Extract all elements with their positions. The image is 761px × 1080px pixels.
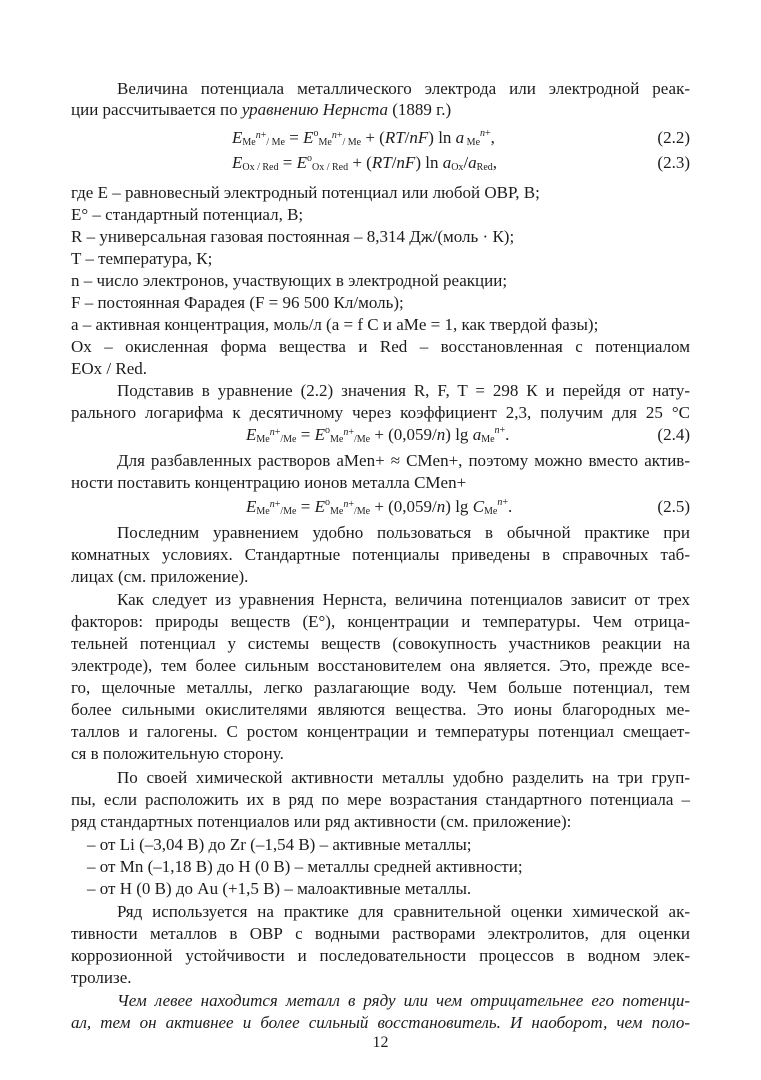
para-groups-line-3: ряд стандартных потенциалов или ряд активности (см. приложение): [71,812,572,831]
equation-2-4-number: (2.4) [657,425,690,444]
equation-2-3-number: (2.3) [657,153,690,172]
definition-ox-red: Ox – окисленная форма вещества и Red – восстановленная с потенциалом [71,337,690,356]
equation-2-5: $E_{Me^{n+}/Me} = E^o_{Me^{n+}/Me} + (0,059/n)$ $\lg C_{Me}^{n+}$. [246,497,513,517]
para-usage-line-3: коррозионной устойчивости и последовательности процессов в водном элек- [71,946,690,965]
definition-e: где E – равновесный электродный потенциал или любой ОВР, В; [71,183,540,202]
definition-r: R – универсальная газовая постоянная – 8,314 Дж/(моль · К); [71,227,515,246]
para-factors-line-8: ся в положительную сторону. [71,744,284,763]
para-last-eq-line-2: комнатных условиях. Стандартные потенциалы приведены в справочных таб- [71,545,690,564]
para-groups-line-1: По своей химической активности металлы удобно разделить на три груп- [117,768,690,787]
definition-f: F – постоянная Фарадея (F = 96 500 Кл/моль); [71,293,404,312]
equation-2-5-number: (2.5) [657,497,690,516]
definition-ox-red-end: EOx / Red. [71,359,148,378]
para-factors-line-4: электроде), тем более сильным восстановителем она является. Это, прежде все- [71,656,690,675]
definition-a: a – активная концентрация, моль/л (a = f C и aMe = 1, как твердой фазы); [71,315,599,334]
italic-line-1: Чем левее находится металл в ряду или чем отрицательнее его потенци- [117,991,690,1010]
italic-line-2: ал, тем он активнее и более сильный восстановитель. И наоборот, чем поло- [71,1013,690,1032]
list-item-medium-metals: – от Mn (–1,18 В) до H (0 В) – металлы средней активности; [87,857,523,876]
equation-2-2: $E_{Me^{n+}/ Me} = E^o_{Me^{n+}/ Me} + (RT/nF)$ ln a $_{Me}^{n+}$, [232,128,495,148]
list-item-low-active-metals: – от H (0 В) до Au (+1,5 В) – малоактивные металлы. [87,879,472,898]
dilute-line-2: ности поставить концентрацию ионов металла CMen+ [71,473,467,492]
definition-n: n – число электронов, участвующих в электродной реакции; [71,271,508,290]
para-factors-line-3: тельней потенциал у системы веществ (совокупность участников реакции на [71,634,690,653]
para-usage-line-2: тивности металлов в ОВР с водными растворами электролитов, для оценки [71,924,690,943]
para-factors-line-1: Как следует из уравнения Нернста, величина потенциалов зависит от трех [117,590,690,609]
definition-e0: E° – стандартный потенциал, В; [71,205,304,224]
dilute-line-1: Для разбавленных растворов aMen+ ≈ CMen+, поэтому можно вместо актив- [117,451,690,470]
para-last-eq-line-1: Последним уравнением удобно пользоваться в обычной практике при [117,523,690,542]
equation-2-3: $E_{Ox / Red} = E^o_{Ox / Red} + (RT/nF)$ $\ln a_{Ox}/a_{Red}$, [232,153,498,173]
intro-line-2: ции рассчитывается по уравнению Нернста (1889 г.) [71,100,452,119]
para-factors-line-5: го, щелочные металлы, легко разлагающие воду. Чем больше потенциал, тем [71,678,690,697]
para-factors-line-7: таллов и галогены. С ростом концентрации и температуры потенциал смещает- [71,722,690,741]
para-factors-line-2: факторов: природы веществ (E°), концентрации и температуры. Чем отрица- [71,612,690,631]
para-usage-line-4: тролизе. [71,968,132,987]
definition-t: T – температура, К; [71,249,213,268]
page-number: 12 [372,1034,389,1051]
nernst-equation-term: уравнению Нернста [241,100,388,119]
equation-2-4: $E_{Me^{n+}/Me} = E^o_{Me^{n+}/Me} + (0,059/n)$ $\lg a_{Me}^{n+}$. [246,425,510,445]
para-usage-line-1: Ряд используется на практике для сравнительной оценки химической ак- [117,902,690,921]
para-factors-line-6: более сильными окислителями являются вещества. Это ионы благородных ме- [71,700,690,719]
para-last-eq-line-3: лицах (см. приложение). [71,567,249,586]
substitution-line-2: рального логарифма к десятичному через коэффициент 2,3, получим для 25 °С [71,403,690,422]
list-item-active-metals: – от Li (–3,04 В) до Zr (–1,54 В) – активные металлы; [87,835,472,854]
para-groups-line-2: пы, если расположить их в ряд по мере возрастания стандартного потенциала – [71,790,690,809]
intro-line-1: Величина потенциала металлического электрода или электродной реак- [117,79,690,98]
equation-2-2-number: (2.2) [657,128,690,147]
substitution-line-1: Подставив в уравнение (2.2) значения R, F, T = 298 К и перейдя от нату- [117,381,690,400]
